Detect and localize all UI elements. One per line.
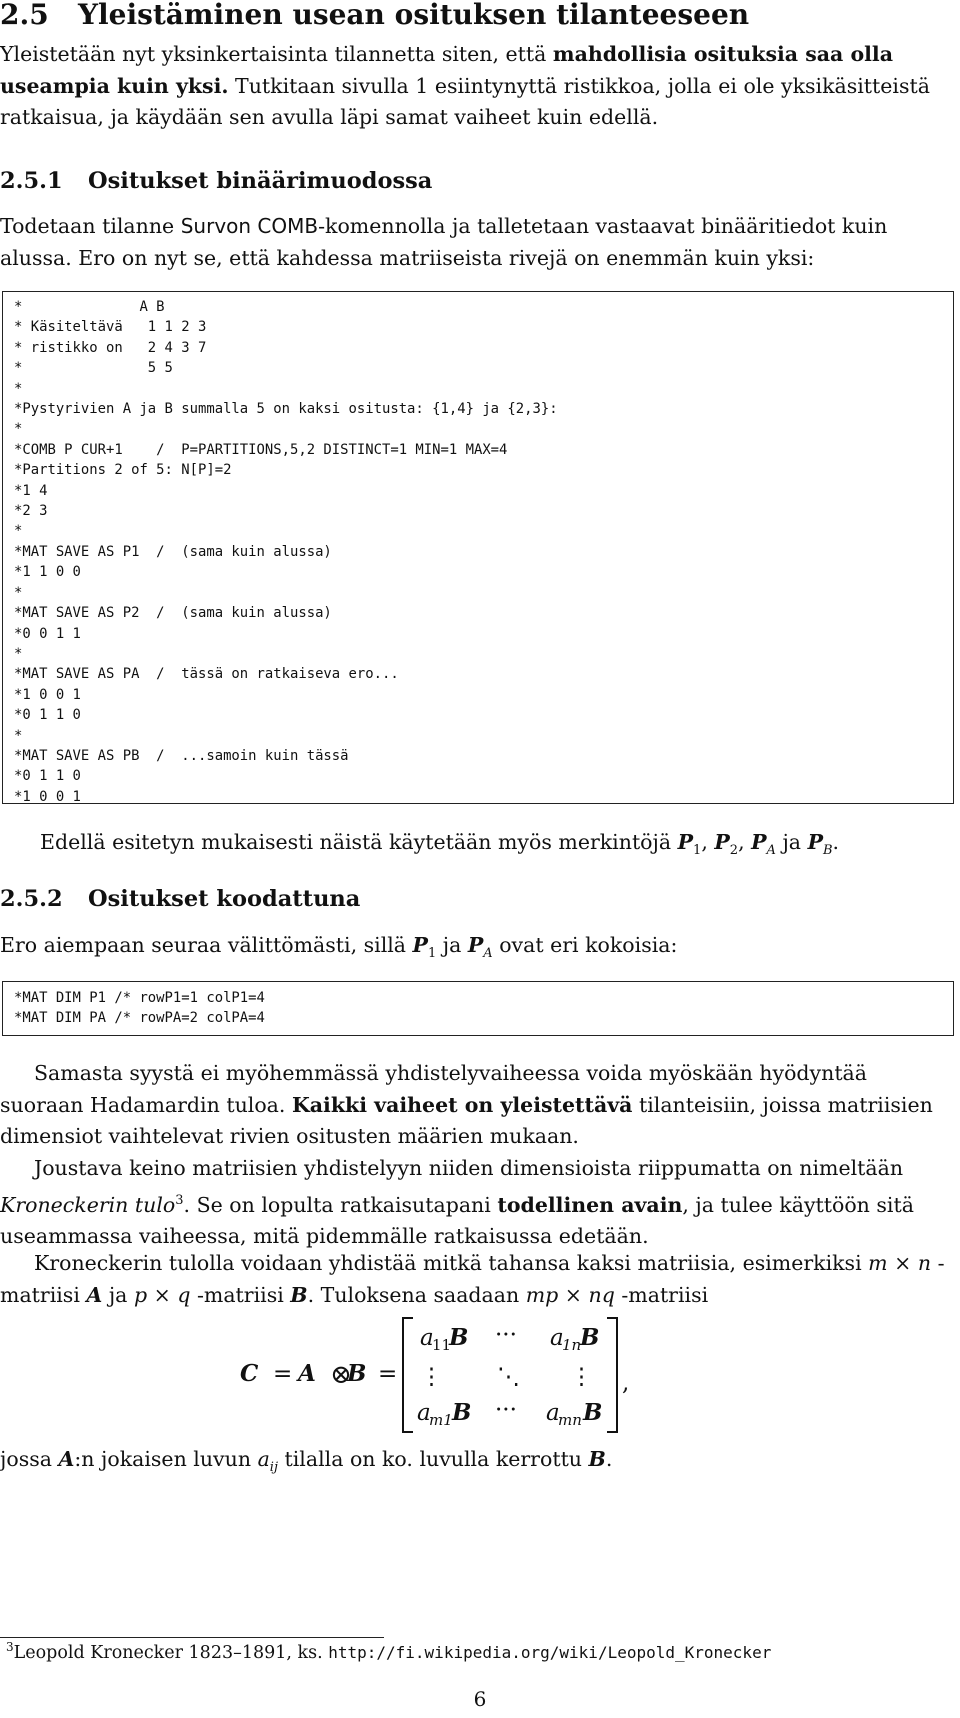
subsection-2-paragraph: Ero aiempaan seuraa välittömästi, sillä $P_1$ ja $P_A$ ovat eri kokoisia:	[0, 933, 678, 962]
svg-text:B: B	[583, 1399, 603, 1426]
svg-text:,: ,	[622, 1370, 630, 1396]
svg-text:a: a	[417, 1400, 431, 1426]
svg-text:⋮: ⋮	[420, 1364, 443, 1390]
section-number: 2.5	[0, 0, 49, 31]
svg-text:B: B	[452, 1399, 472, 1426]
paragraph-matrices: Kroneckerin tulolla voidaan yhdistää mitkä tahansa kaksi matriisia, esimerkiksi m × n -matriisi A ja p × q -matriisi B. Tuloksena saadaan mp × nq -matriisi	[0, 1251, 945, 1307]
page-number: 6	[473, 1687, 487, 1711]
survon-comb-term: Survon COMB	[180, 214, 319, 238]
kronecker-formula	[0, 1310, 960, 1440]
intro-paragraph: Yleistetään nyt yksinkertaisinta tilannetta siten, että mahdollisia osituksia saa olla useampia kuin yksi. Tutkitaan sivulla 1 esiintynyttä ristikkoa, jolla ei ole yksikäsitteistä ratkaisua, ja käydään sen avulla läpi samat vaiheet kuin edellä.	[0, 42, 930, 129]
code1-line: * A B	[14, 299, 165, 315]
code1-line: *0 1 1 0	[14, 707, 81, 724]
svg-text:⋱: ⋱	[497, 1364, 520, 1390]
code1-line: *	[14, 727, 23, 744]
code-box-2	[2, 981, 954, 1036]
code2-line: *MAT DIM PA /* rowPA=2 colPA=4	[14, 1010, 265, 1027]
svg-text:B: B	[449, 1324, 469, 1351]
svg-text:A: A	[298, 1360, 316, 1387]
code2-line: *MAT DIM P1 /* rowP1=1 colP1=4	[14, 990, 265, 1006]
section-title: Yleistäminen usean osituksen tilanteeseen	[78, 0, 750, 31]
subsection-heading-2: 2.5.2 Ositukset koodattuna	[0, 886, 361, 912]
code1-line: *1 4	[14, 482, 48, 499]
section-heading	[0, 0, 960, 31]
code-listing-1	[14, 297, 558, 807]
code1-line: *	[14, 421, 23, 438]
footnote: $^3$Leopold Kronecker 1823–1891, ks. http://fi.wikipedia.org/wiki/Leopold_Kronecker	[6, 1640, 772, 1663]
svg-text:B: B	[347, 1360, 367, 1387]
code1-line: *	[14, 523, 23, 540]
code1-line: *0 1 1 0	[14, 768, 81, 785]
code1-line: *Partitions 2 of 5: N[P]=2	[14, 462, 232, 479]
svg-text:a: a	[546, 1400, 560, 1426]
svg-text:11: 11	[432, 1336, 452, 1354]
svg-text:B: B	[580, 1324, 600, 1351]
paragraph-explanation: jossa A:n jokaisen luvun $a_{ij}$ tilalla on ko. luvulla kerrottu B.	[0, 1447, 613, 1476]
code1-line: *2 3	[14, 503, 48, 520]
svg-text:mn: mn	[558, 1411, 582, 1429]
code-box-1	[2, 291, 954, 804]
code1-line: * ristikko on 2 4 3 7	[14, 339, 207, 356]
footnote-link[interactable]: http://fi.wikipedia.org/wiki/Leopold_Kronecker	[328, 1642, 772, 1662]
svg-text:⋮: ⋮	[570, 1364, 593, 1390]
intro-bold: mahdollisia osituksia saa olla useampia kuin yksi.	[0, 42, 893, 98]
code1-line: *	[14, 584, 23, 601]
code1-line: *MAT SAVE AS P1 / (sama kuin alussa)	[14, 543, 332, 560]
svg-text:C: C	[240, 1360, 259, 1387]
code1-line: *MAT SAVE AS PA / tässä on ratkaiseva ero...	[14, 666, 399, 683]
code1-line: *0 0 1 1	[14, 625, 81, 642]
notation-paragraph: Edellä esitetyn mukaisesti näistä käytetään myös merkintöjä $P_1$, $P_2$, $P_A$ ja $P_B$.	[40, 830, 840, 859]
code1-line: *MAT SAVE AS P2 / (sama kuin alussa)	[14, 605, 332, 622]
code1-line: * Käsiteltävä 1 1 2 3	[14, 319, 207, 336]
svg-text:m1: m1	[429, 1411, 453, 1429]
svg-text:a: a	[550, 1325, 564, 1351]
subsection-heading-1: 2.5.1 Ositukset binäärimuodossa	[0, 168, 433, 194]
svg-text:a: a	[420, 1325, 434, 1351]
code1-line: *COMB P CUR+1 / P=PARTITIONS,5,2 DISTINCT=1 MIN=1 MAX=4	[14, 441, 508, 458]
code1-line: *	[14, 645, 23, 662]
code1-line: * 5 5	[14, 360, 173, 377]
code-listing-2	[14, 988, 265, 1029]
svg-text:=: =	[273, 1361, 293, 1387]
code1-line: *1 1 0 0	[14, 564, 81, 581]
code1-line: *MAT SAVE AS PB / ...samoin kuin tässä	[14, 747, 349, 764]
svg-text:···: ···	[495, 1397, 517, 1423]
svg-text:=: =	[378, 1361, 398, 1387]
paragraph-hadamard: Samasta syystä ei myöhemmässä yhdistelyvaiheessa voida myöskään hyödyntää suoraan Hadamardin tuloa. Kaikki vaiheet on yleistettävä tilanteisiin, joissa matriisien dimensiot vaihtelevat rivien ositusten määrien mukaan.	[0, 1061, 933, 1148]
code1-line: *Pystyrivien A ja B summalla 5 on kaksi ositusta: {1,4} ja {2,3}:	[14, 401, 558, 418]
paragraph-kronecker: Joustava keino matriisien yhdistelyyn niiden dimensioista riippumatta on nimeltään Kroneckerin tulo$^3$. Se on lopulta ratkaisutapani todellinen avain, ja tulee käyttöön sitä useammassa vaiheessa, mitä pidemmälle ratkaisussa edetään.	[0, 1156, 914, 1248]
svg-text:···: ···	[495, 1322, 517, 1348]
code1-line: *	[14, 380, 23, 397]
code1-line: *1 0 0 1	[14, 788, 81, 805]
code1-line: *1 0 0 1	[14, 686, 81, 703]
svg-text:⊗: ⊗	[330, 1360, 352, 1390]
svg-text:1n: 1n	[562, 1336, 582, 1354]
footnote-rule	[0, 1637, 384, 1638]
subsection-1-paragraph: Todetaan tilanne Survon COMB-komennolla ja talletetaan vastaavat binääritiedot kuin alussa. Ero on nyt se, että kahdessa matriiseista rivejä on enemmän kuin yksi:	[0, 214, 888, 270]
